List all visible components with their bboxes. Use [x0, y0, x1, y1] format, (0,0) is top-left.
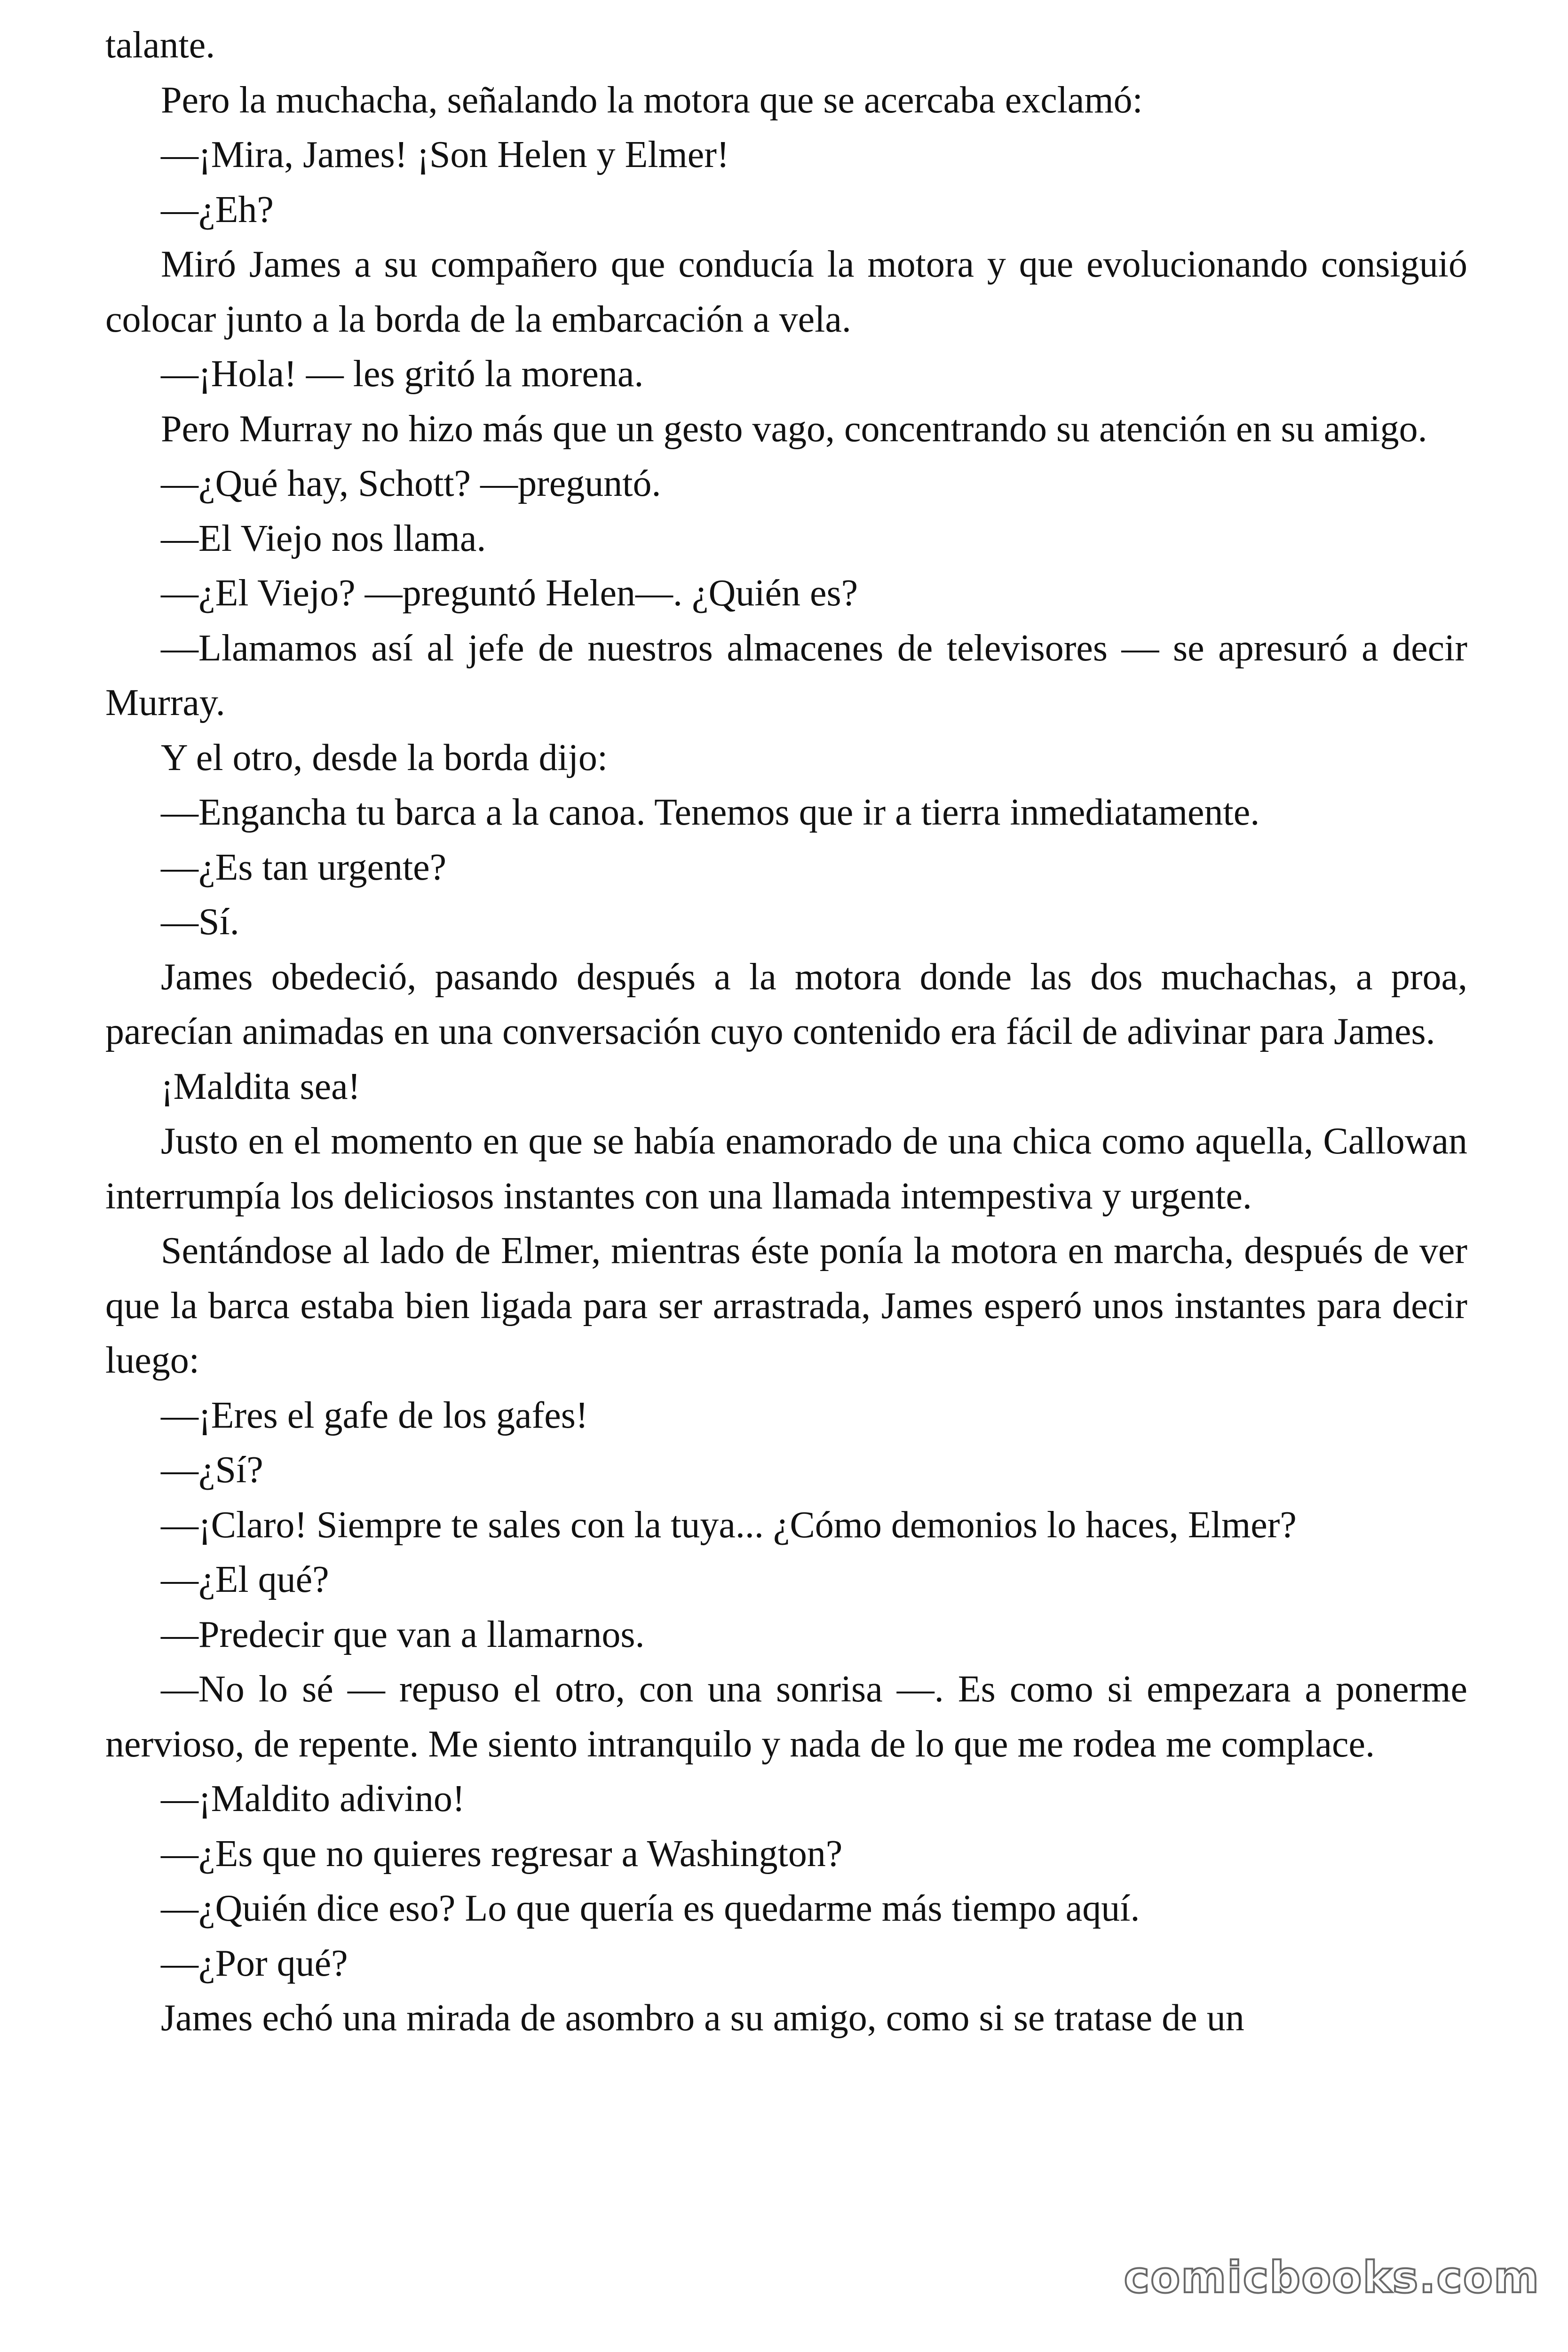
paragraph: James echó una mirada de asombro a su amigo, como si se tratase de un [161, 1997, 1244, 2039]
paragraph: —¿Quién dice eso? Lo que quería es quedarme más tiempo aquí. [161, 1888, 1140, 1929]
paragraph: Y el otro, desde la borda dijo: [161, 737, 608, 779]
paragraph: —¿Qué hay, Schott? —preguntó. [161, 463, 661, 504]
paragraph: —¡Eres el gafe de los gafes! [161, 1394, 588, 1436]
paragraph: —Llamamos así al jefe de nuestros almacenes de televisores — se apresuró a decir Murray. [105, 627, 1467, 723]
watermark-logo: comicbooks.com [1124, 2252, 1540, 2303]
paragraph: —¿El Viejo? —preguntó Helen—. ¿Quién es? [161, 572, 858, 614]
paragraph: —Engancha tu barca a la canoa. Tenemos que ir a tierra inmediatamente. [161, 792, 1260, 833]
paragraph: —Sí. [161, 901, 239, 943]
paragraph: James obedeció, pasando después a la motora donde las dos muchachas, a proa, parecían animadas en una conversación cuyo contenido era fácil de adivinar para James. [105, 956, 1467, 1052]
paragraph: —¿Eh? [161, 189, 274, 230]
paragraph: —¿Por qué? [161, 1942, 348, 1984]
paragraph: Miró James a su compañero que conducía la motora y que evolucionando consiguió colocar junto a la borda de la embarcación a vela. [105, 244, 1467, 340]
paragraph: —¡Mira, James! ¡Son Helen y Elmer! [161, 134, 729, 175]
paragraph: —¿Sí? [161, 1449, 263, 1491]
page-text [105, 18, 1467, 2046]
paragraph: Pero Murray no hizo más que un gesto vago, concentrando su atención en su amigo. [161, 408, 1427, 450]
paragraph: Sentándose al lado de Elmer, mientras éste ponía la motora en marcha, después de ver que la barca estaba bien ligada para ser arrastrada, James esperó unos instantes para decir luego: [105, 1230, 1467, 1381]
paragraph: —¿Es que no quieres regresar a Washington? [161, 1833, 843, 1875]
paragraph: ¡Maldita sea! [161, 1065, 361, 1107]
paragraph: —¿Es tan urgente? [161, 846, 447, 888]
paragraph: —¡Maldito adivino! [161, 1778, 465, 1820]
paragraph: —Predecir que van a llamarnos. [161, 1613, 645, 1655]
paragraph: —El Viejo nos llama. [161, 517, 486, 559]
paragraph: Pero la muchacha, señalando la motora que se acercaba exclamó: [161, 79, 1143, 121]
paragraph: —¡Hola! — les gritó la morena. [161, 353, 644, 395]
paragraph: —¿El qué? [161, 1559, 329, 1600]
paragraph: talante. [105, 24, 215, 66]
paragraph: —¡Claro! Siempre te sales con la tuya... ¿Cómo demonios lo haces, Elmer? [161, 1504, 1297, 1546]
paragraph: Justo en el momento en que se había enamorado de una chica como aquella, Callowan interrumpía los deliciosos instantes con una llamada intempestiva y urgente. [105, 1120, 1467, 1217]
paragraph: —No lo sé — repuso el otro, con una sonrisa —. Es como si empezara a ponerme nervioso, de repente. Me siento intranquilo y nada de lo que me rodea me complace. [105, 1669, 1467, 1765]
